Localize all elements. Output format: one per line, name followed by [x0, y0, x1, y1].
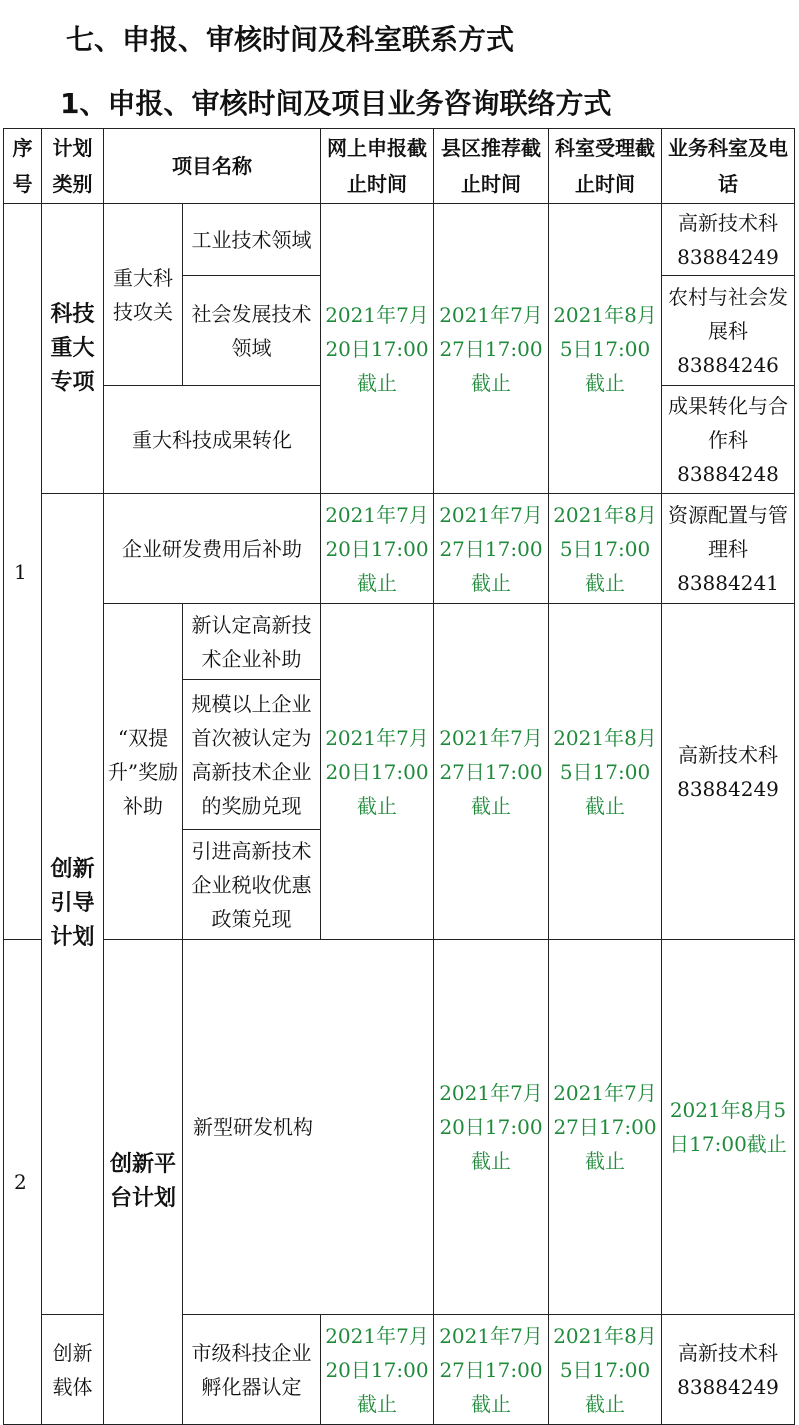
category-cell: 科技重大专项 [42, 204, 104, 494]
online-deadline-cell: 2021年7月20日17:00截止 [321, 494, 434, 604]
contact-cell: 成果转化与合作科83884248 [662, 386, 795, 494]
header-contact: 业务科室及电话 [662, 129, 795, 204]
section-subtitle: 1、申报、审核时间及项目业务咨询联络方式 [60, 87, 612, 120]
project-cell: 重大科技成果转化 [104, 386, 321, 494]
table-header-row [4, 129, 795, 204]
contact-cell: 资源配置与管理科83884241 [662, 494, 795, 604]
project-cell: 工业技术领域 [183, 204, 321, 276]
online-deadline-cell: 2021年7月20日17:00截止 [321, 1315, 434, 1425]
table-row [4, 204, 795, 276]
deadline-contact-table [3, 128, 795, 1425]
header-seq: 序号 [4, 129, 42, 204]
section-title: 七、申报、审核时间及科室联系方式 [66, 23, 515, 56]
project-cell: 企业研发费用后补助 [104, 494, 321, 604]
header-county-deadline: 县区推荐截止时间 [434, 129, 549, 204]
office-deadline-cell: 2021年8月5日17:00截止 [549, 1315, 662, 1425]
project-group-cell: 重大科技攻关 [104, 204, 183, 386]
county-deadline-cell: 2021年7月27日17:00截止 [434, 204, 549, 494]
county-deadline-cell: 2021年7月27日17:00截止 [549, 940, 662, 1315]
project-cell: 市级科技企业孵化器认定 [183, 1315, 321, 1425]
office-deadline-cell: 2021年8月5日17:00截止 [549, 604, 662, 940]
office-deadline-cell: 2021年8月5日17:00截止 [662, 940, 795, 1315]
office-deadline-cell: 2021年8月5日17:00截止 [549, 494, 662, 604]
county-deadline-cell: 2021年7月27日17:00截止 [434, 604, 549, 940]
county-deadline-cell: 2021年7月27日17:00截止 [434, 494, 549, 604]
header-project: 项目名称 [104, 129, 321, 204]
table-row [4, 604, 795, 680]
category-cell: 创新引导计划 [42, 494, 104, 1315]
online-deadline-cell: 2021年7月20日17:00截止 [321, 604, 434, 940]
contact-cell: 高新技术科83884249 [662, 604, 795, 940]
header-online-deadline: 网上申报截止时间 [321, 129, 434, 204]
project-group-cell: 创新载体 [42, 1315, 104, 1425]
project-cell: 新型研发机构 [183, 940, 434, 1315]
project-cell: 引进高新技术企业税收优惠政策兑现 [183, 830, 321, 940]
office-deadline-cell: 2021年8月5日17:00截止 [549, 204, 662, 494]
online-deadline-cell: 2021年7月20日17:00截止 [434, 940, 549, 1315]
contact-cell: 农村与社会发展科83884246 [662, 276, 795, 386]
project-group-cell: “双提升”奖励补助 [104, 604, 183, 940]
header-office-deadline: 科室受理截止时间 [549, 129, 662, 204]
seq-cell: 2 [4, 940, 42, 1425]
county-deadline-cell: 2021年7月27日17:00截止 [434, 1315, 549, 1425]
project-cell: 新认定高新技术企业补助 [183, 604, 321, 680]
table-row [4, 940, 795, 1315]
project-cell: 社会发展技术领域 [183, 276, 321, 386]
contact-cell: 高新技术科83884249 [662, 204, 795, 276]
header-category: 计划类别 [42, 129, 104, 204]
project-cell: 规模以上企业首次被认定为高新技术企业的奖励兑现 [183, 680, 321, 830]
table-row [4, 494, 795, 604]
online-deadline-cell: 2021年7月20日17:00截止 [321, 204, 434, 494]
seq-cell: 1 [4, 204, 42, 940]
category-cell: 创新平台计划 [104, 940, 183, 1425]
contact-cell: 高新技术科83884249 [662, 1315, 795, 1425]
